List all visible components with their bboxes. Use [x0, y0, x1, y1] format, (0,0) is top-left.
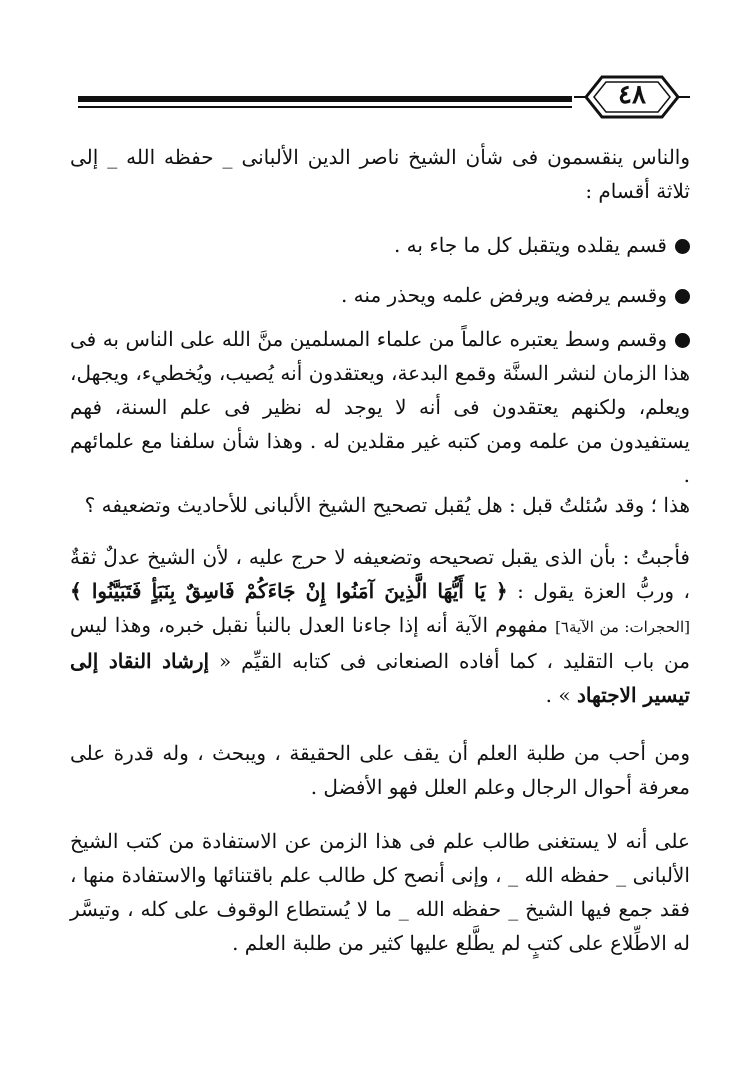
intro-text: والناس ينقسمون فى شأن الشيخ ناصر الدين الألبانى _ حفظه الله _ إلى ثلاثة أقسام :: [70, 145, 690, 203]
bullet-item-3: [70, 322, 690, 492]
seeker-paragraph: [70, 736, 690, 804]
bullet-2-text: وقسم يرفضه ويرفض علمه ويحذر منه .: [340, 283, 667, 307]
answer-paragraph: [70, 540, 690, 712]
bullet-3-text: وقسم وسط يعتبره عالماً من علماء المسلمين منَّ الله على الناس به فى هذا الزمان لنشر السنَّة وقمع البدعة، ويعتقدون أنه يُصيب، ويُخطيء، ويجهل، ويعلم، ولكنهم يعتقدون فى أنه لا يوجد له نظير فى علم السنة، فهم يستفيدون من علمه ومن كتبه غير مقلدين له . وهذا شأن سلفنا مع علمائهم .: [70, 327, 690, 487]
closing-paragraph: [70, 824, 690, 960]
bullet-item-1: [70, 228, 690, 262]
bullet-dot-icon: [675, 289, 690, 304]
answer-middle: مفهوم الآية أنه إذا جاءنا العدل بالنبأ نقبل خبره، وهذا ليس من باب التقليد ، كما أفاده الصنعانى فى كتابه القيِّم «: [70, 613, 690, 673]
header-rule-thick: [78, 96, 572, 102]
bullet-1-text: قسم يقلده ويتقبل كل ما جاء به .: [393, 233, 667, 257]
page-number: ٤٨: [618, 80, 646, 110]
question-paragraph: [70, 488, 690, 522]
closing-text: على أنه لا يستغنى طالب علم فى هذا الزمن عن الاستفادة من كتب الشيخ الألبانى _ حفظه الله _ ، وإنى أنصح كل طالب علم باقتنائها والاستفادة منها ، فقد جمع فيها الشيخ _ حفظه الله _ ما لا يُستطاع الوقوف على كله ، وتيسَّر له الاطِّلاع على كتبٍ لم يطَّلع عليها كثير من طلبة العلم .: [70, 829, 690, 955]
page-number-frame: [574, 72, 690, 122]
question-text: هذا ؛ وقد سُئلتُ قبل : هل يُقبل تصحيح الشيخ الألبانى للأحاديث وتضعيفه ؟: [84, 493, 690, 517]
bullet-item-2: [70, 278, 690, 312]
verse-reference: [الحجرات: من الآية٦]: [555, 618, 691, 636]
header-rule-thin: [78, 106, 572, 108]
quran-verse: ﴿ يَا أَيُّهَا الَّذِينَ آمَنُوا إِنْ جَاءَكُمْ فَاسِقٌ بِنَبَأٍ فَتَبَيَّنُوا ﴾: [70, 579, 508, 603]
book-title: إرشاد النقاد إلى تيسير الاجتهاد: [70, 649, 690, 707]
bullet-dot-icon: [675, 333, 690, 348]
bullet-dot-icon: [675, 239, 690, 254]
intro-paragraph: [70, 140, 690, 208]
seeker-text: ومن أحب من طلبة العلم أن يقف على الحقيقة ، ويبحث ، وله قدرة على معرفة أحوال الرجال وعلم العلل فهو الأفضل .: [70, 741, 690, 799]
answer-start: فأجبتُ : بأن الذى يقبل تصحيحه وتضعيفه لا حرج عليه ، لأن الشيخ عدلٌ ثقةٌ ، وربُّ العزة يقول :: [70, 545, 690, 603]
answer-end: » .: [545, 683, 571, 707]
